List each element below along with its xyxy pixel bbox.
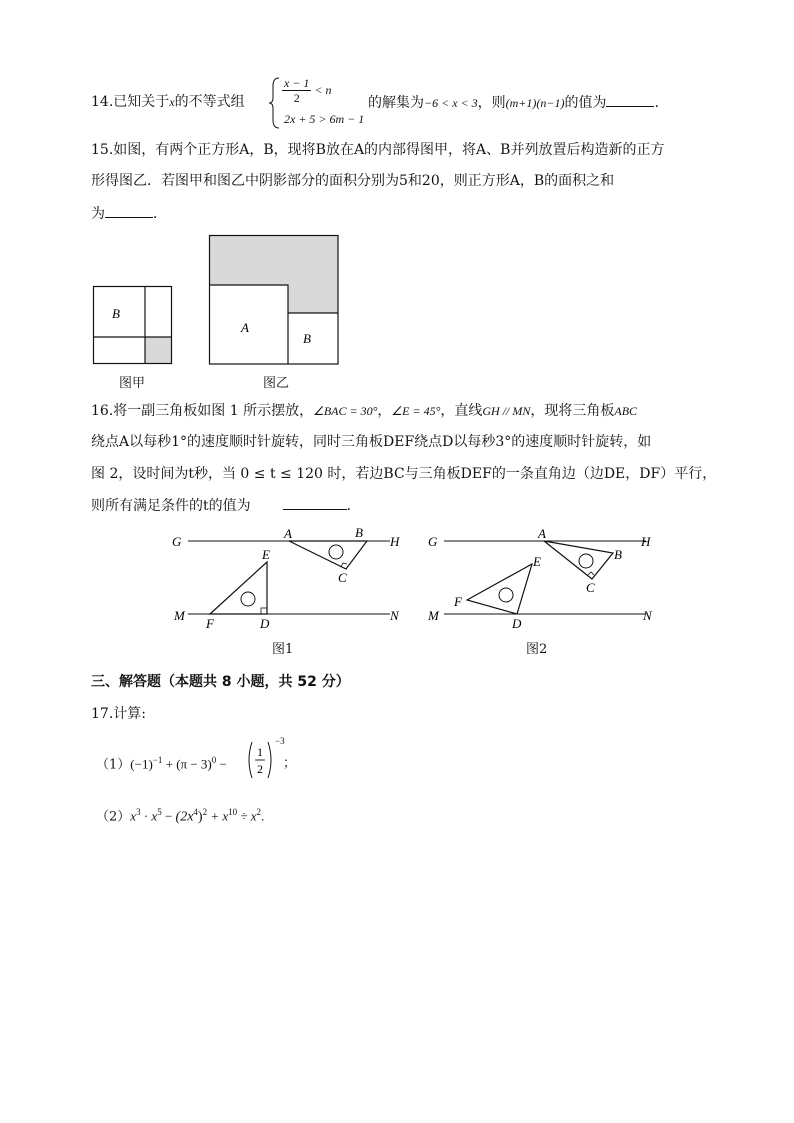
- fig1-label-N: N: [390, 608, 399, 623]
- fig-yi-label-B: B: [303, 331, 311, 346]
- q17-p2-paren: (2x: [175, 809, 194, 825]
- q17-p2-dot: ·: [143, 808, 149, 824]
- q14-var-x: x: [169, 95, 175, 109]
- q17-p1-frac-den: 2: [257, 762, 263, 776]
- fig-1: [168, 524, 408, 634]
- fig-yi: [208, 234, 341, 366]
- q14-line-rest: [368, 92, 659, 113]
- fig2-label-A: A: [538, 526, 546, 541]
- fig1-label-G: G: [172, 534, 182, 549]
- fig1-label-B: B: [355, 525, 363, 540]
- fig1-label-F: F: [206, 616, 214, 631]
- fig2-label-B: B: [614, 547, 622, 562]
- q16-line4-prefix: 则所有满足条件的t的值为: [91, 498, 251, 514]
- q16-line4: [91, 495, 351, 516]
- q14-end: .: [654, 95, 659, 111]
- fig2-label-F: F: [454, 594, 462, 609]
- q16-parallel: GH // MN: [482, 404, 531, 418]
- q17-p2-label: （2）: [96, 809, 131, 825]
- q15-line3: [91, 203, 167, 224]
- q17-p1-expr-b: + (π − 3): [165, 756, 212, 772]
- q16-line4-end: .: [346, 498, 352, 514]
- q15-line2: 形得图乙．若图甲和图乙中阴影部分的面积分别为5和20，则正方形A，B的面积之和: [91, 173, 615, 189]
- fig1-label-M: M: [174, 608, 185, 623]
- fig-yi-shaded: [210, 236, 339, 314]
- q15-line3-prefix: 为: [91, 206, 105, 222]
- q16-line2: 绕点A以每秒1°的速度顺时针旋转，同时三角板DEF绕点D以每秒3°的速度顺时针旋转，如: [91, 434, 652, 450]
- q17-p1-end: ；: [283, 756, 297, 771]
- fig2-caption: 图2: [526, 642, 548, 657]
- q16-angle2: ∠E = 45°: [391, 404, 441, 418]
- fig-yi-caption: 图乙: [263, 376, 290, 391]
- q17-p1-minus: −: [219, 756, 227, 772]
- q17-p2-x2: x: [151, 808, 158, 824]
- q17-p2-e5: 5: [157, 807, 162, 817]
- q17-p1-exp-b: 0: [211, 755, 217, 765]
- q16-abc: ABC: [614, 404, 638, 418]
- fig1-caption: 图1: [272, 642, 294, 657]
- fig1-label-C: C: [338, 570, 347, 585]
- q17-p2-plus: + x: [210, 808, 229, 824]
- q16-line1-c: ，现将三角板: [530, 403, 615, 419]
- fig-jia-label-B: B: [112, 306, 120, 321]
- fig1-label-D: D: [260, 616, 270, 631]
- fig2-label-M: M: [428, 608, 439, 623]
- q14-brace: [268, 76, 282, 130]
- q17-p2-x1: x: [130, 808, 137, 824]
- q17-p2-e4: 4: [193, 807, 198, 817]
- q16-line1: [91, 401, 637, 421]
- q16-angle1: ∠BAC = 30°: [313, 404, 378, 418]
- q14-answer-blank[interactable]: [606, 92, 654, 107]
- q14-line: [91, 92, 245, 112]
- q16-line1-b: ，直线: [440, 403, 483, 419]
- section3-title: 三、解答题（本题共 8 小题，共 52 分）: [91, 674, 350, 690]
- fig1-label-E: E: [262, 547, 270, 562]
- q17-p1-label: （1）: [96, 757, 131, 773]
- fig1-label-H: H: [390, 534, 400, 549]
- q17-p1-exp-a: −1: [152, 755, 163, 765]
- q15-line3-end: ．: [153, 206, 167, 222]
- q17-part2: [96, 802, 264, 827]
- q14-suffix: 的值为: [564, 95, 607, 111]
- fig2-label-C: C: [586, 580, 595, 595]
- q17-p1-expr-a: (−1): [130, 756, 153, 772]
- q16-answer-blank[interactable]: [283, 495, 347, 510]
- q14-expr: (m+1)(n−1): [505, 96, 565, 110]
- q17-p2-close: ): [197, 809, 203, 825]
- fig-jia-caption: 图甲: [119, 376, 146, 391]
- q14-eq1-num: x − 1: [284, 76, 310, 90]
- q17-p2-e3: 3: [136, 807, 141, 817]
- fig-jia-shaded: [145, 337, 171, 363]
- fig2-label-H: H: [641, 534, 651, 549]
- q16-sep: ，: [377, 403, 392, 419]
- q17-part1: [96, 750, 227, 775]
- q17-p2-e10: 10: [228, 807, 238, 817]
- q15-answer-blank[interactable]: [105, 203, 153, 218]
- q17-p1-exp-c: −3: [275, 736, 285, 746]
- q17-p2-minus: −: [164, 808, 173, 824]
- q16-line3: 图 2，设时间为t秒，当 0 ≤ t ≤ 120 时，若边BC与三角板DEF的一条直角边（边DE，DF）平行，: [91, 466, 717, 482]
- q16-line1-a: 16.将一副三角板如图 1 所示摆放，: [91, 403, 314, 419]
- fig2-label-E: E: [533, 554, 541, 569]
- fig-jia: [92, 285, 174, 367]
- q17-p1-paren-frac: [246, 740, 276, 782]
- q17-title: 17.计算:: [91, 706, 146, 722]
- q14-eq1-den: 2: [293, 91, 300, 105]
- fig2-label-D: D: [512, 616, 522, 631]
- fig2-label-N: N: [643, 608, 652, 623]
- fig1-label-A: A: [284, 526, 292, 541]
- fig2-label-G: G: [428, 534, 438, 549]
- q17-p2-e2b: 2: [256, 807, 262, 817]
- q14-mid: 的不等式组: [174, 94, 245, 110]
- q14-eq1-rel: < n: [314, 83, 332, 97]
- fig-yi-label-A: A: [241, 320, 249, 335]
- q15-line1: 15.如图，有两个正方形A，B，现将B放在A的内部得图甲，将A、B并列放置后构造新的正方: [91, 142, 665, 158]
- fig-2: [424, 524, 664, 634]
- q17-p2-end: .: [261, 808, 265, 824]
- q17-p1-frac-num: 1: [257, 745, 263, 759]
- q14-solution: −6 < x < 3: [424, 96, 478, 110]
- q14-solution-text: 的解集为: [368, 95, 424, 111]
- q14-eq1: [282, 76, 332, 105]
- q14-then: ，则: [477, 95, 506, 111]
- q17-p2-div: ÷ x: [240, 808, 257, 824]
- q14-prefix: 14.已知关于: [91, 94, 170, 110]
- q17-p2-e2: 2: [202, 807, 208, 817]
- q14-eq2: 2x + 5 > 6m − 1: [284, 112, 365, 126]
